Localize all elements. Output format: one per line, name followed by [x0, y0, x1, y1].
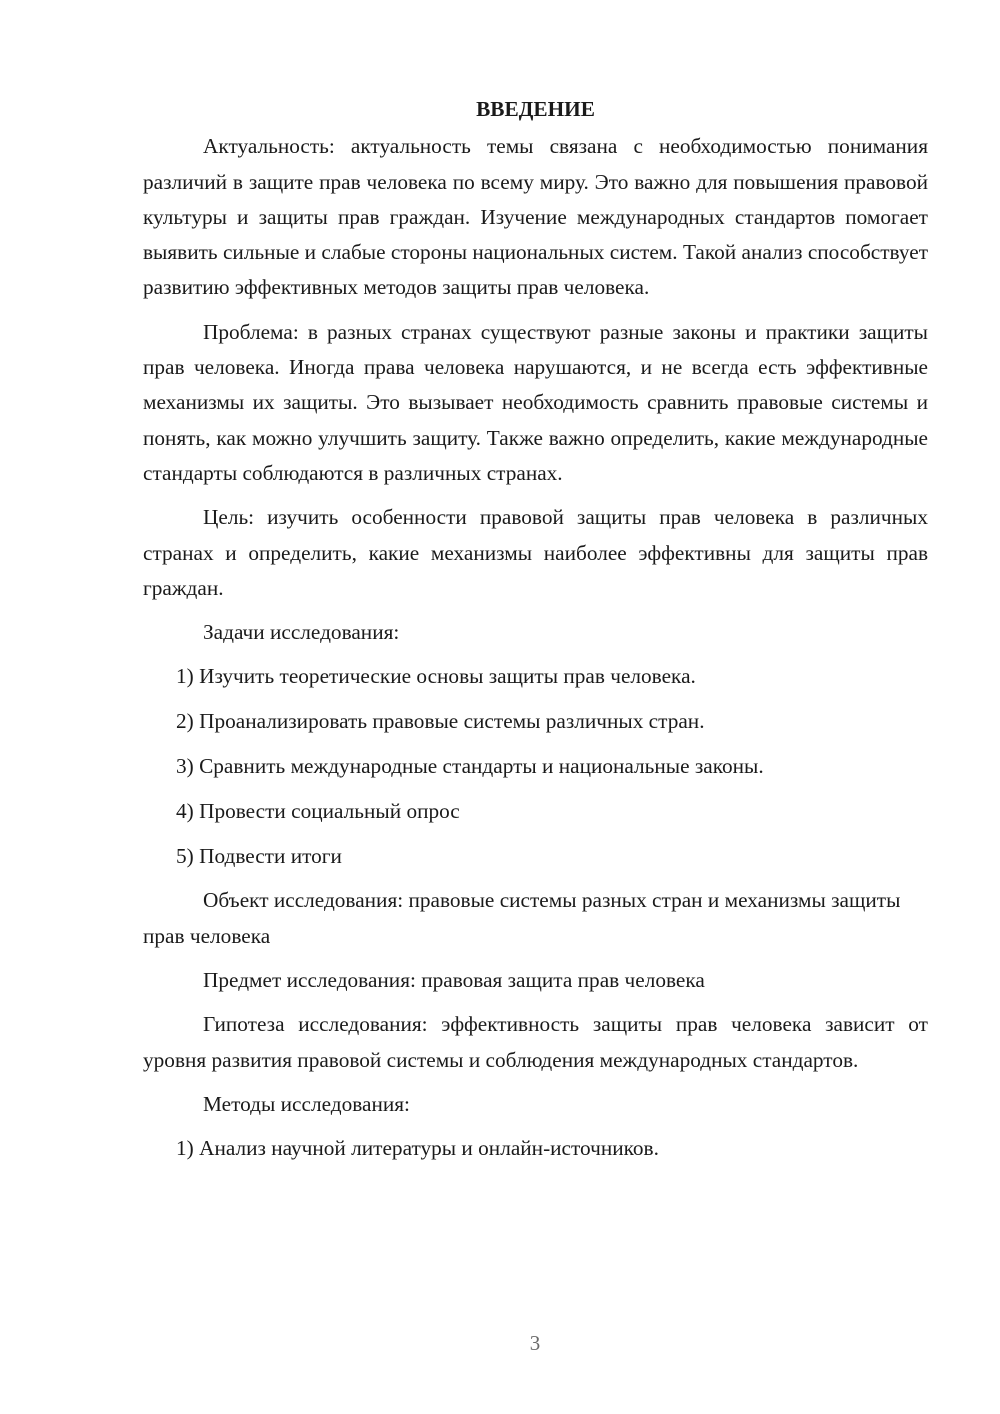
task-item-5: 5) Подвести итоги	[176, 843, 342, 868]
document-page	[143, 92, 928, 1176]
goal-paragraph: Цель: изучить особенности правовой защиты прав человека в различных странах и определить, какие механизмы наиболее эффективны для защиты прав граждан.	[143, 505, 928, 600]
relevance-paragraph: Актуальность: актуальность темы связана с необходимостью понимания различий в защите прав человека по всему миру. Это важно для повышения правовой культуры и защиты прав граждан. Изучение международных стандартов помогает выявить сильные и слабые стороны национальных систем. Такой анализ способствует развитию эффективных методов защиты прав человека.	[143, 134, 928, 300]
page-number: 3	[529, 1331, 541, 1355]
section-heading: ВВЕДЕНИЕ	[476, 97, 595, 121]
task-item-2: 2) Проанализировать правовые системы различных стран.	[176, 709, 705, 734]
methods-title: Методы исследования:	[203, 1091, 410, 1116]
task-item-4: 4) Провести социальный опрос	[176, 798, 460, 823]
problem-paragraph: Проблема: в разных странах существуют разные законы и практики защиты прав человека. Иногда права человека нарушаются, и не всегда есть эффективные механизмы их защиты. Это вызывает необходимость сравнить правовые системы и понять, как можно улучшить защиту. Также важно определить, какие международные стандарты соблюдаются в различных странах.	[143, 319, 928, 485]
hypothesis-paragraph: Гипотеза исследования: эффективность защиты прав человека зависит от уровня развития правовой системы и соблюдения международных стандартов.	[143, 1012, 928, 1072]
tasks-title: Задачи исследования:	[203, 620, 400, 645]
object-paragraph: Объект исследования: правовые системы разных стран и механизмы защиты прав человека	[143, 888, 901, 948]
task-item-3: 3) Сравнить международные стандарты и национальные законы.	[176, 754, 764, 779]
task-item-1: 1) Изучить теоретические основы защиты прав человека.	[176, 664, 696, 689]
subject-paragraph: Предмет исследования: правовая защита прав человека	[203, 968, 705, 993]
method-item-1: 1) Анализ научной литературы и онлайн-источников.	[176, 1136, 659, 1161]
